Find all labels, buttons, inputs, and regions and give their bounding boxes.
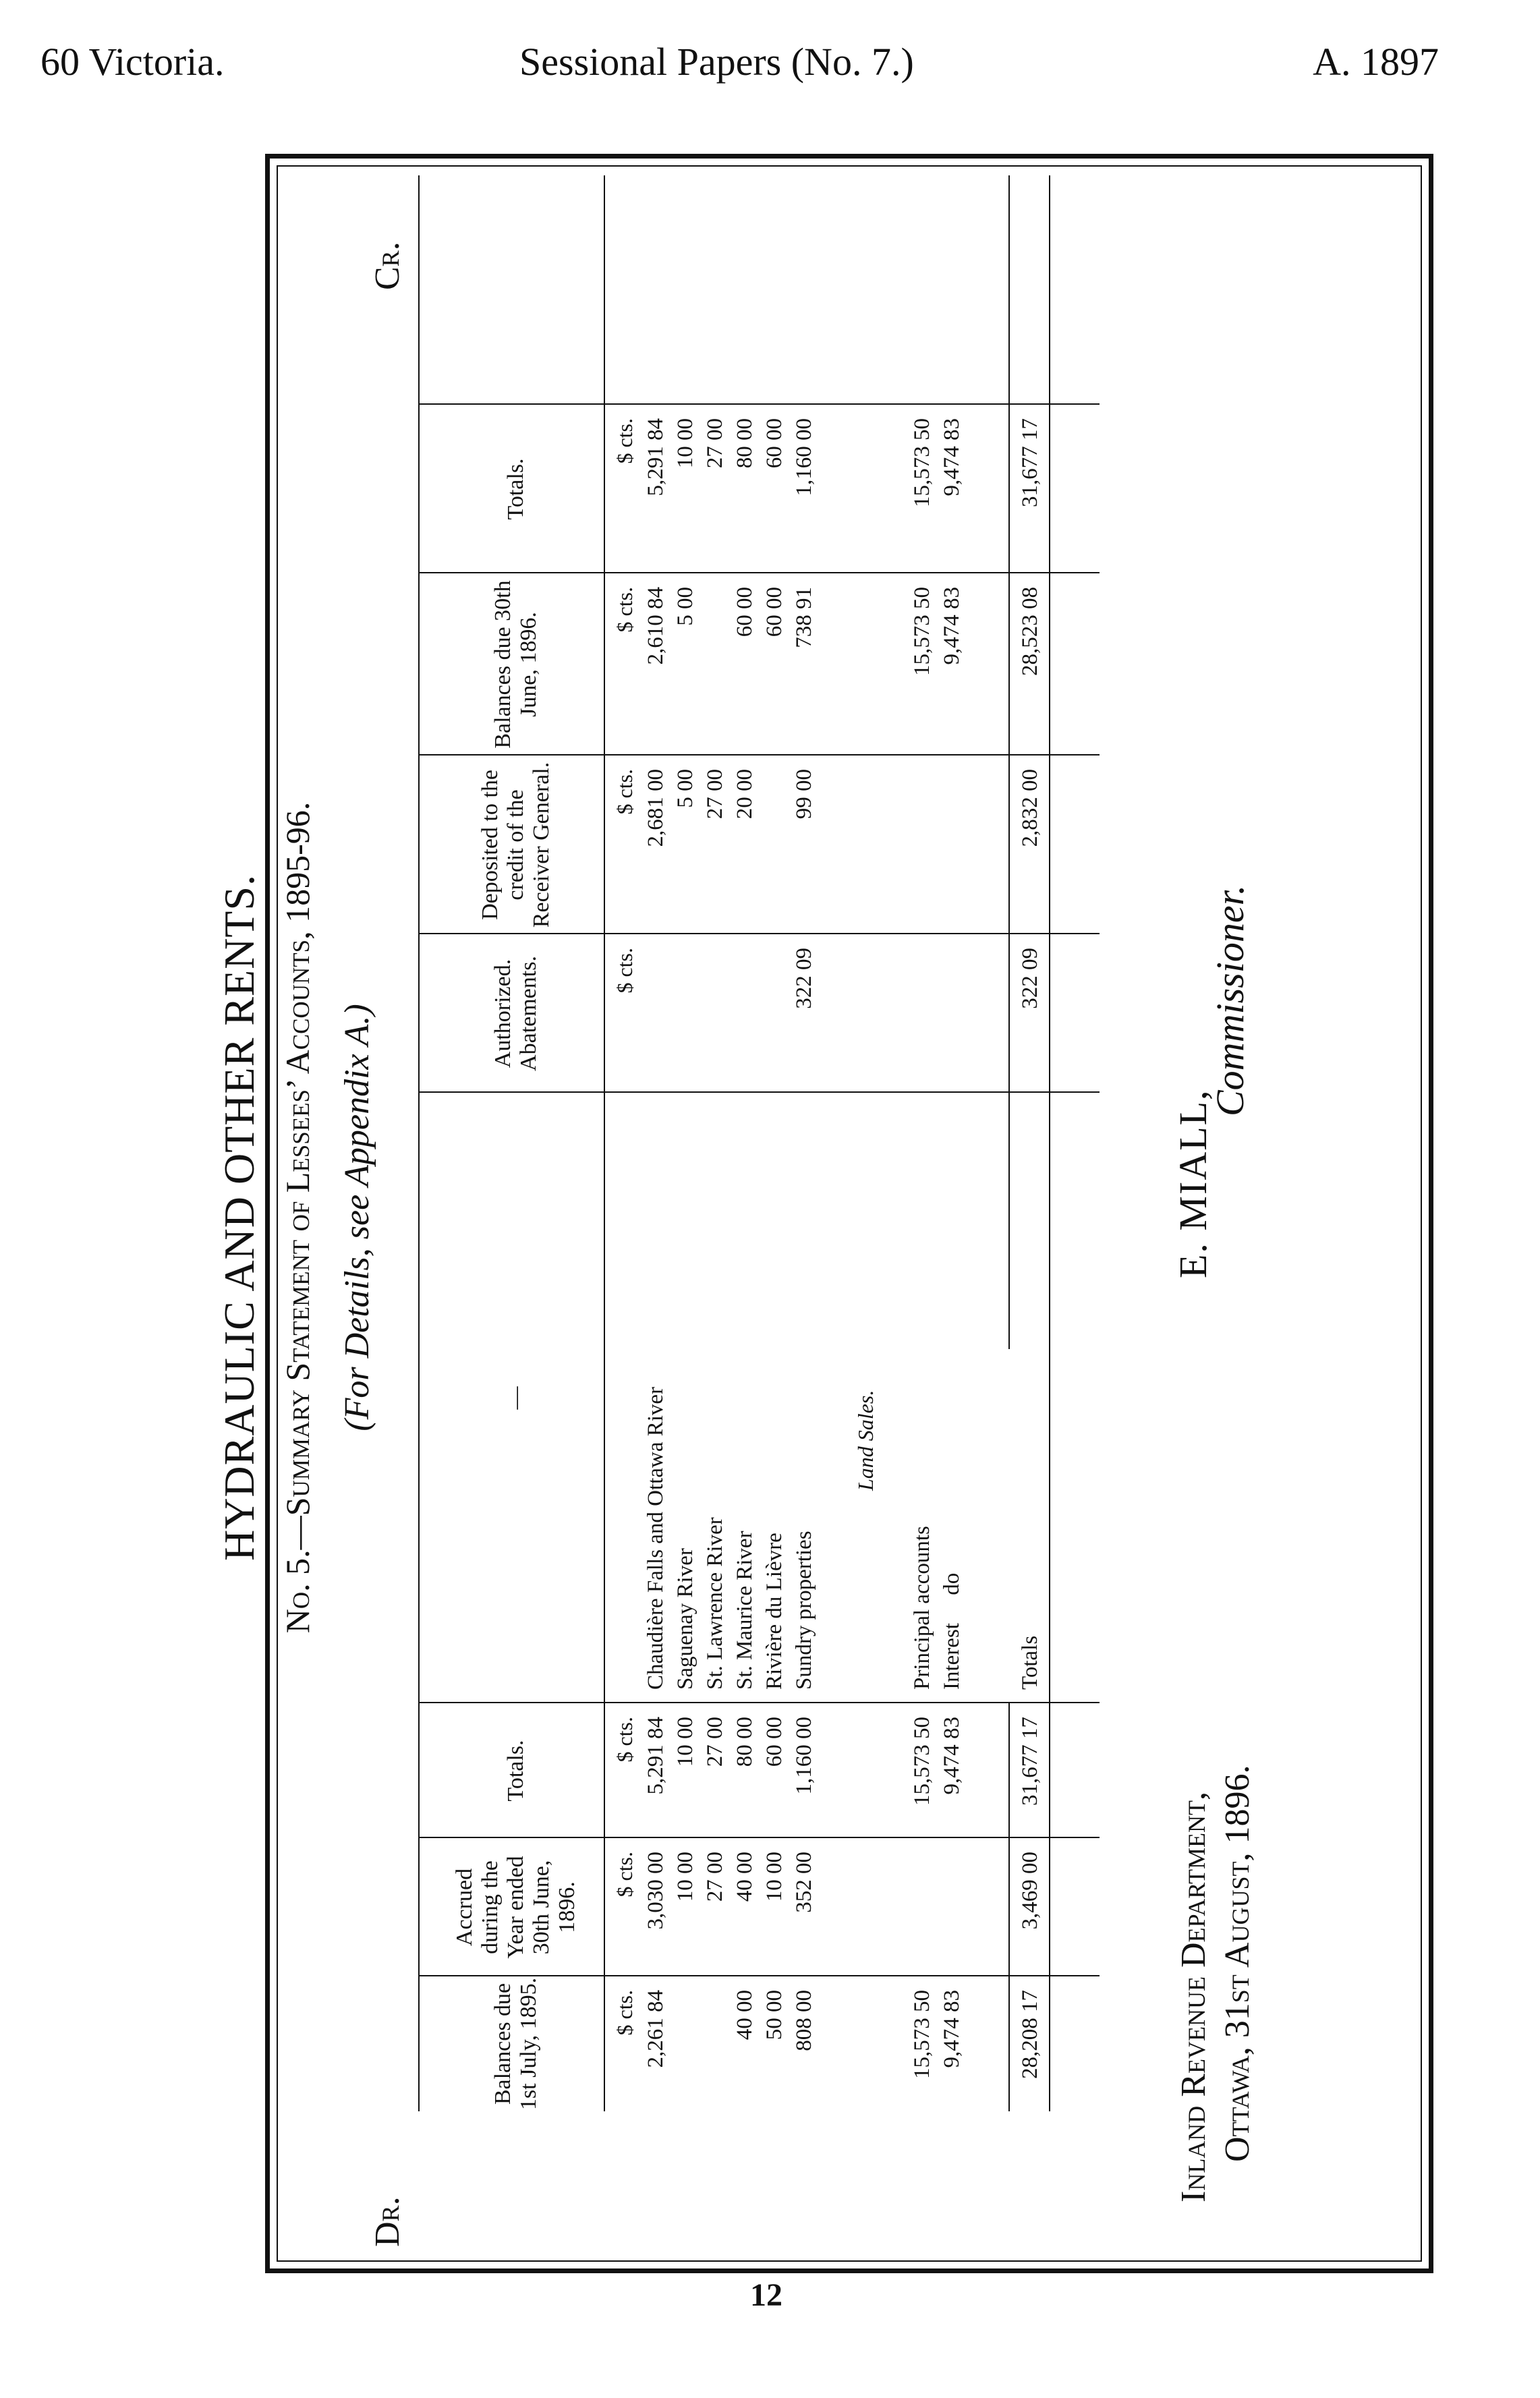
header-left: 60 Victoria. [40,40,225,84]
table-cell-tot_cr: 80 00 [733,418,757,469]
unit-label: $ cts. [612,1852,637,1897]
debit-label: Dr. [368,2196,407,2247]
table-cell-desc: Sundry properties [792,1531,816,1690]
table-cell-dep: 27 00 [703,769,727,820]
unit-label: $ cts. [612,948,637,994]
table-cell-bal96: 9,474 83 [940,587,964,665]
table-cell-accrued: 3,469 00 [1018,1852,1042,1930]
table-cell-bal95: 40 00 [733,1990,757,2040]
col-totals-cr: Totals. [503,458,528,520]
table-cell-tot_dr: 27 00 [703,1717,727,1767]
table-cell-tot_cr: 9,474 83 [940,418,964,496]
table-cell-bal95: 2,261 84 [644,1990,668,2068]
table-cell-tot_dr: 15,573 50 [910,1717,934,1806]
table-cell-desc: Totals [1018,1635,1042,1690]
col-balances-due-1895: Balances due 1st July, 1895. [490,1977,541,2111]
unit-label: $ cts. [612,587,637,633]
col-description: — [503,1386,528,1410]
page-title: HYDRAULIC AND OTHER RENTS. [215,874,263,1561]
table-cell-bal96: 5 00 [673,587,697,626]
table-cell-tot_dr: 5,291 84 [644,1717,668,1795]
table-cell-tot_dr: 1,160 00 [792,1717,816,1795]
unit-label: $ cts. [612,1990,637,2036]
table-cell-desc: Principal accounts [910,1526,934,1690]
table-cell-bal96: 15,573 50 [910,587,934,676]
table-cell-dep: 5 00 [673,769,697,808]
table-cell-accrued: 40 00 [733,1852,757,1902]
table-cell-dep: 2,832 00 [1018,769,1042,847]
table-cell-accrued: 27 00 [703,1852,727,1902]
col-accrued: Accrued during the Year ended 30th June, 1896. [451,1856,580,1959]
table-cell-accrued: 3,030 00 [644,1852,668,1930]
table-cell-dep: 20 00 [733,769,757,820]
table-cell-bal95: 50 00 [762,1990,787,2040]
table-cell-tot_dr: 80 00 [733,1717,757,1767]
table-cell-abate: 322 09 [1018,948,1042,1009]
table-cell-tot_cr: 27 00 [703,418,727,469]
table-cell-accrued: 10 00 [673,1852,697,1902]
summary-table [418,175,1100,2111]
page-note: (For Details, see Appendix A.) [338,1004,376,1431]
table-cell-desc: Saguenay River [673,1548,697,1690]
page-number: 12 [750,2277,782,2313]
table-cell-dep: 99 00 [792,769,816,820]
table-cell-desc: Rivière du Lièvre [762,1533,787,1690]
table-cell-desc: St. Maurice River [733,1531,757,1690]
table-cell-bal95: 9,474 83 [940,1990,964,2068]
table-cell-bal96: 60 00 [762,587,787,637]
col-balances-due-1896: Balances due 30th June, 1896. [490,580,541,749]
signature-role: Commissioner. [1208,884,1252,1116]
table-cell-tot_cr: 60 00 [762,418,787,469]
land-sales-label: Land Sales. [853,1390,878,1491]
unit-label: $ cts. [612,1717,637,1763]
table-cell-tot_cr: 31,677 17 [1018,418,1042,507]
table-cell-tot_dr: 31,677 17 [1018,1717,1042,1806]
table-cell-bal96: 738 91 [792,587,816,648]
table-cell-bal95: 28,208 17 [1018,1990,1042,2079]
table-cell-bal96: 28,523 08 [1018,587,1042,676]
table-cell-abate: 322 09 [792,948,816,1009]
credit-label: Cr. [368,241,407,290]
table-cell-tot_cr: 1,160 00 [792,418,816,496]
table-cell-desc: Chaudière Falls and Ottawa River [644,1386,668,1690]
table-cell-accrued: 10 00 [762,1852,787,1902]
rotated-page-content [135,172,1282,2263]
table-cell-tot_cr: 15,573 50 [910,418,934,507]
department-name: Inland Revenue Department, [1174,1791,1213,2202]
table-cell-tot_dr: 10 00 [673,1717,697,1767]
table-cell-accrued: 352 00 [792,1852,816,1913]
department-date: Ottawa, 31st August, 1896. [1218,1765,1257,2162]
table-cell-desc: St. Lawrence River [703,1517,727,1690]
table-cell-tot_cr: 5,291 84 [644,418,668,496]
header-center: Sessional Papers (No. 7.) [519,40,914,84]
unit-label: $ cts. [612,418,637,464]
table-cell-tot_cr: 10 00 [673,418,697,469]
table-cell-desc: Interest do [940,1572,964,1690]
col-abatements: Authorized. Abatements. [490,956,541,1071]
signature-name: E. MIALL, [1171,1089,1215,1278]
page-subtitle: No. 5.—Summary Statement of Lessees’ Accounts, 1895-96. [279,801,316,1634]
unit-label: $ cts. [612,769,637,815]
table-cell-bal96: 2,610 84 [644,587,668,665]
table-cell-tot_dr: 60 00 [762,1717,787,1767]
col-deposited: Deposited to the credit of the Receiver General. [477,762,554,928]
table-cell-bal95: 808 00 [792,1990,816,2051]
table-cell-bal96: 60 00 [733,587,757,637]
col-totals-dr: Totals. [503,1740,528,1802]
table-cell-bal95: 15,573 50 [910,1990,934,2079]
header-right: A. 1897 [1313,40,1439,84]
table-cell-tot_dr: 9,474 83 [940,1717,964,1795]
table-cell-dep: 2,681 00 [644,769,668,847]
